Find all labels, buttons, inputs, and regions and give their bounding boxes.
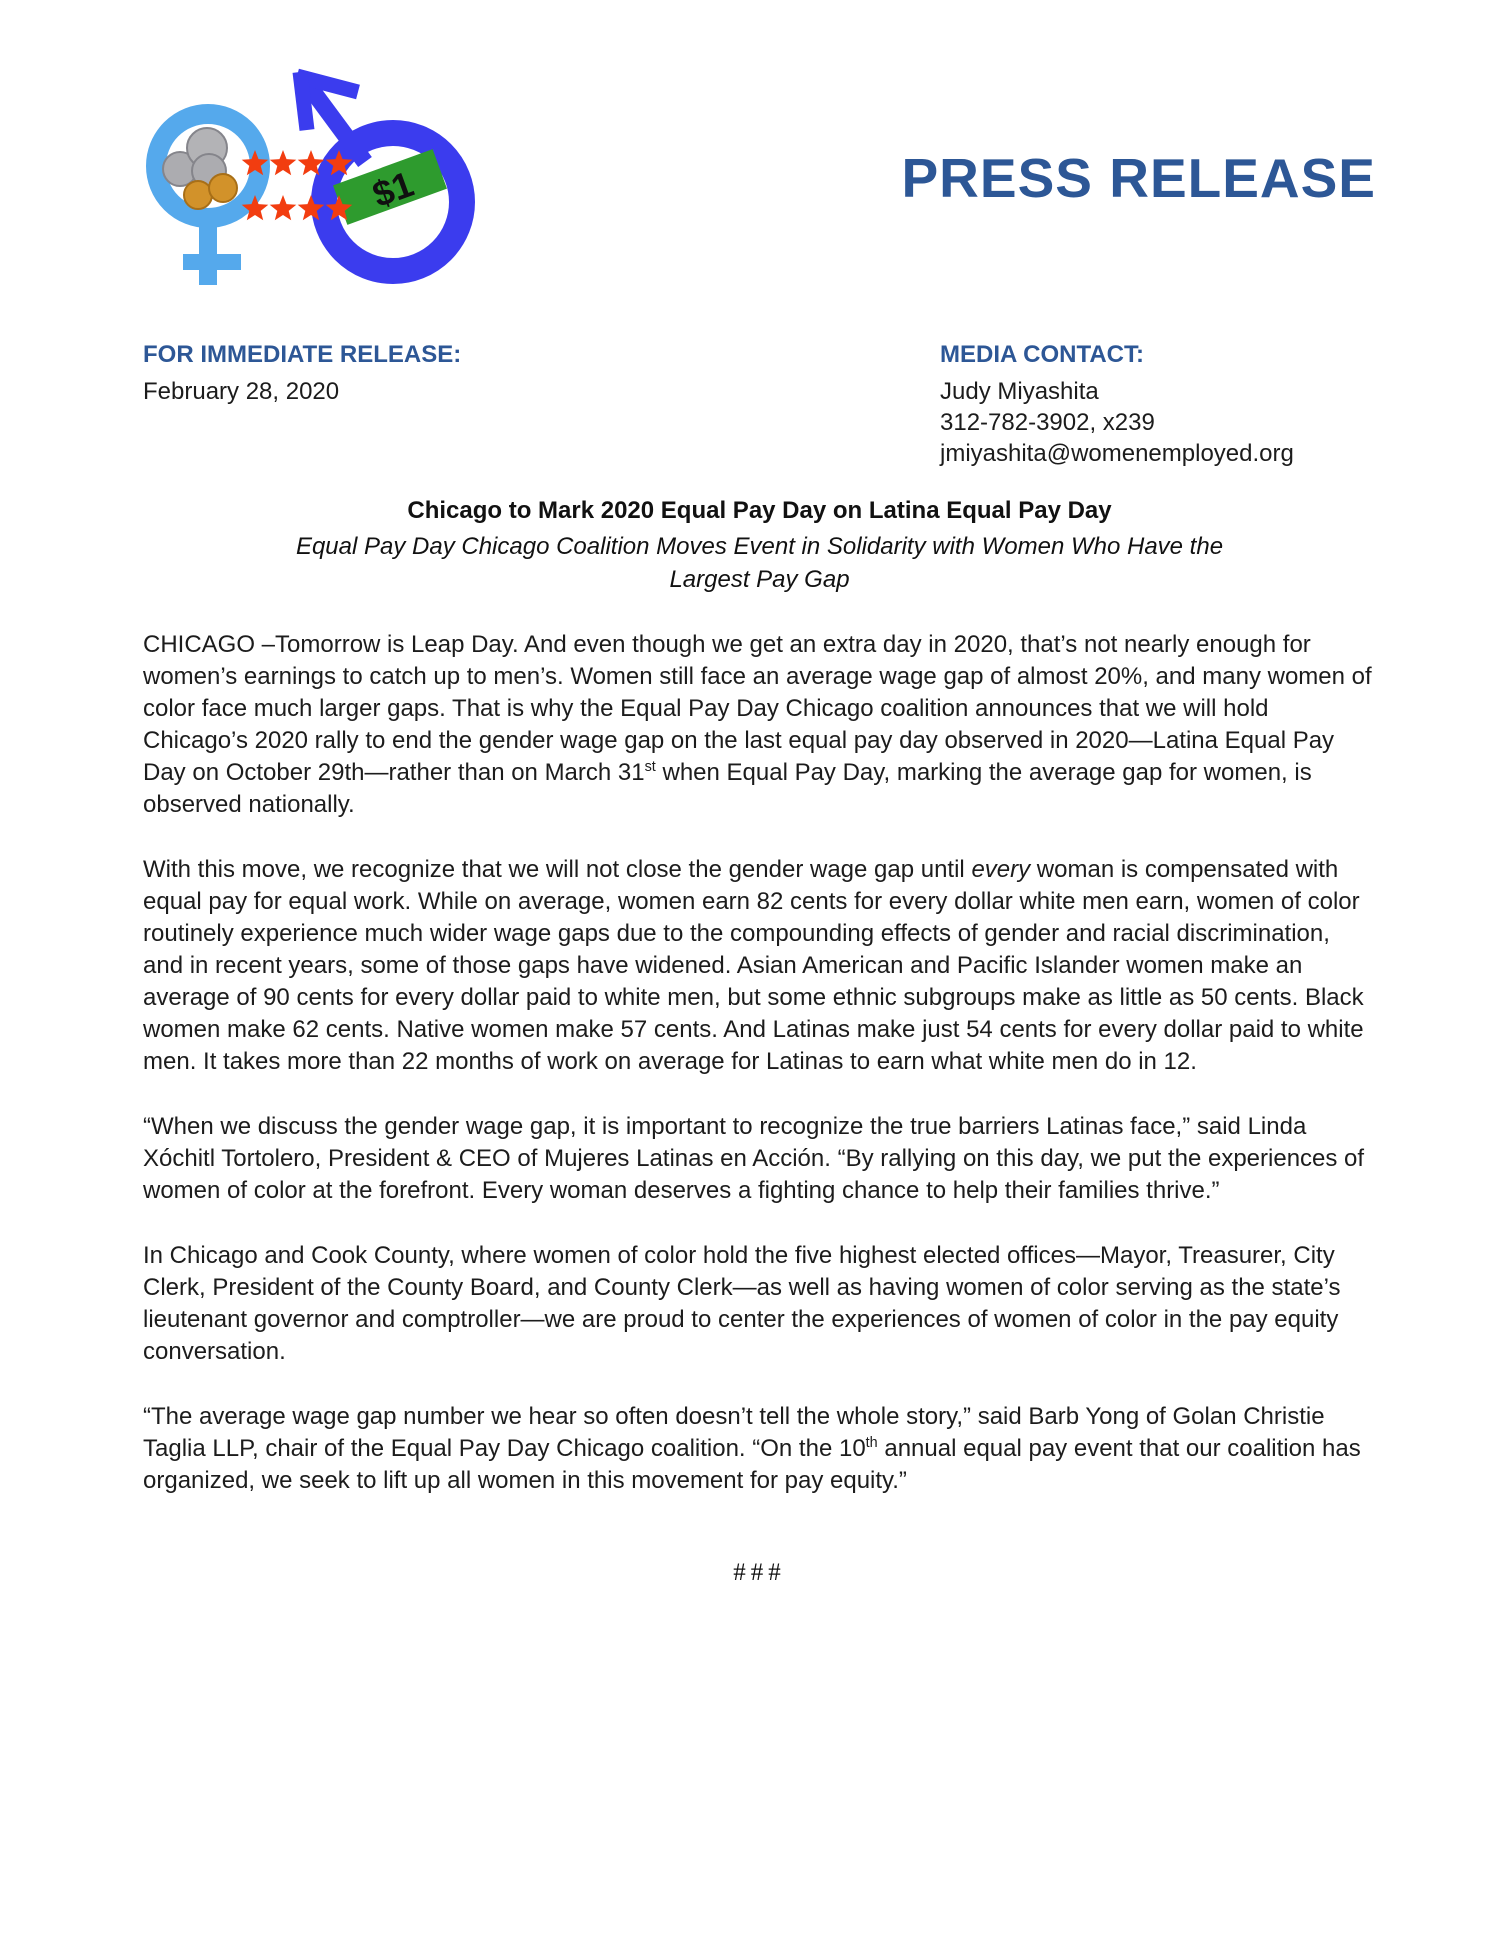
press-release-heading: PRESS RELEASE [901,147,1376,209]
body-paragraph: In Chicago and Cook County, where women of color hold the five highest elected offices—Mayor, Treasurer, City Clerk, President of the County Board, and County Clerk—as well as having women of color serving as the state’s lieutenant governor and comptroller—we are proud to center the experiences of women of color in the pay equity conversation. [143,1242,1341,1365]
release-date: February 28, 2020 [143,378,340,405]
media-contact-email: jmiyashita@womenemployed.org [940,440,1294,467]
organization-logo [145,52,485,297]
equal-pay-logo-graphic [145,52,485,297]
body-paragraphs [143,629,1376,1497]
dollar-bill-label: $1 [367,163,419,216]
press-release-content [143,497,1376,1587]
end-mark: ### [733,1559,786,1586]
media-contact-block [940,341,1294,469]
body-paragraph: CHICAGO –Tomorrow is Leap Day. And even though we get an extra day in 2020, that’s not nearly enough for women’s earnings to catch up to men’s. Women still face an average wage gap of almost 20%, and many women of color face much larger gaps. That is why the Equal Pay Day Chicago coalition announces that we will hold Chicago’s 2020 rally to end the gender wage gap on the last equal pay day observed in 2020—Latina Equal Pay Day on October 29th—rather than on March 31st when Equal Pay Day, marking the average gap for women, is observed nationally. [143,631,1372,818]
body-paragraph: “When we discuss the gender wage gap, it is important to recognize the true barriers Latinas face,” said Linda Xóchitl Tortolero, President & CEO of Mujeres Latinas en Acción. “By rallying on this day, we put the experiences of women of color at the forefront. Every woman deserves a fighting chance to help their families thrive.” [143,1113,1365,1204]
media-contact-name: Judy Miyashita [940,378,1099,405]
release-info-label: FOR IMMEDIATE RELEASE: [143,341,462,368]
release-info-block [143,341,461,407]
media-contact-phone: 312-782-3902, x239 [940,409,1155,436]
body-paragraph: With this move, we recognize that we will not close the gender wage gap until every woman is compensated with equal pay for equal work. While on average, women earn 82 cents for every dollar white men earn, women of color routinely experience much wider wage gaps due to the compounding effects of gender and racial discrimination, and in recent years, some of those gaps have widened. Asian American and Pacific Islander women make an average of 90 cents for every dollar paid to white men, but some ethnic subgroups make as little as 50 cents. Black women make 62 cents. Native women make 57 cents. And Latinas make just 54 cents for every dollar paid to white men. It takes more than 22 months of work on average for Latinas to earn what white men do in 12. [143,856,1364,1075]
headline-title: Chicago to Mark 2020 Equal Pay Day on Latina Equal Pay Day [407,497,1112,524]
headline-subtitle: Equal Pay Day Chicago Coalition Moves Event in Solidarity with Women Who Have the Largest Pay Gap [295,533,1224,593]
media-contact-label: MEDIA CONTACT: [940,341,1144,368]
body-paragraph: “The average wage gap number we hear so often doesn’t tell the whole story,” said Barb Yong of Golan Christie Taglia LLP, chair of the Equal Pay Day Chicago coalition. “On the 10th annual equal pay event that our coalition has organized, we seek to lift up all women in this movement for pay equity.” [143,1403,1361,1494]
